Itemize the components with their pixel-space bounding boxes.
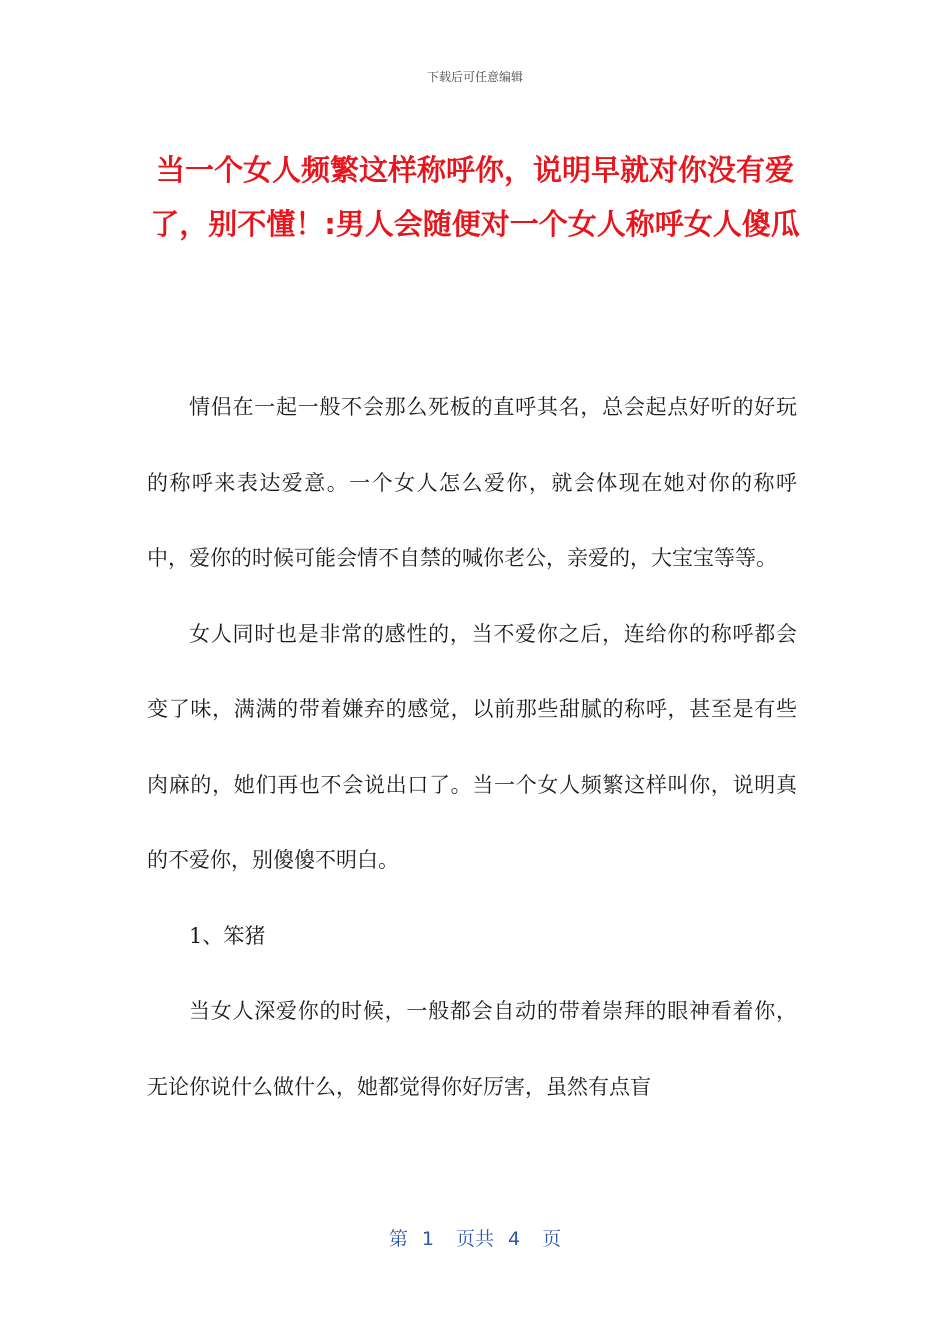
section-heading: 1、笨猪 [189,923,266,948]
footer-prefix: 第 [388,1228,408,1250]
footer-total-pages: 4 [508,1228,521,1250]
footer-page-number: 1 [421,1228,434,1250]
paragraph: 当女人深爱你的时候，一般都会自动的带着崇拜的眼神看着你，无论你说什么做什么，她都觉得你好厉害，虽然有点盲 [147,999,797,1099]
document-body [147,370,797,1125]
footer-suffix: 页 [542,1228,562,1250]
page-footer [0,1224,950,1251]
header-note: 下载后可任意编辑 [426,70,523,84]
paragraph: 女人同时也是非常的感性的，当不爱你之后，连给你的称呼都会变了味，满满的带着嫌弃的感觉，以前那些甜腻的称呼，甚至是有些肉麻的，她们再也不会说出口了。当一个女人频繁这样叫你，说明真的不爱你，别傻傻不明白。 [147,621,797,872]
document-title: 当一个女人频繁这样称呼你，说明早就对你没有爱了，别不懂！:男人会随便对一个女人称呼女人傻瓜 [150,153,800,241]
footer-middle: 页共 [455,1228,494,1250]
paragraph: 情侣在一起一般不会那么死板的直呼其名，总会起点好听的好玩的称呼来表达爱意。一个女人怎么爱你，就会体现在她对你的称呼中，爱你的时候可能会情不自禁的喊你老公，亲爱的，大宝宝等等。 [147,395,797,570]
